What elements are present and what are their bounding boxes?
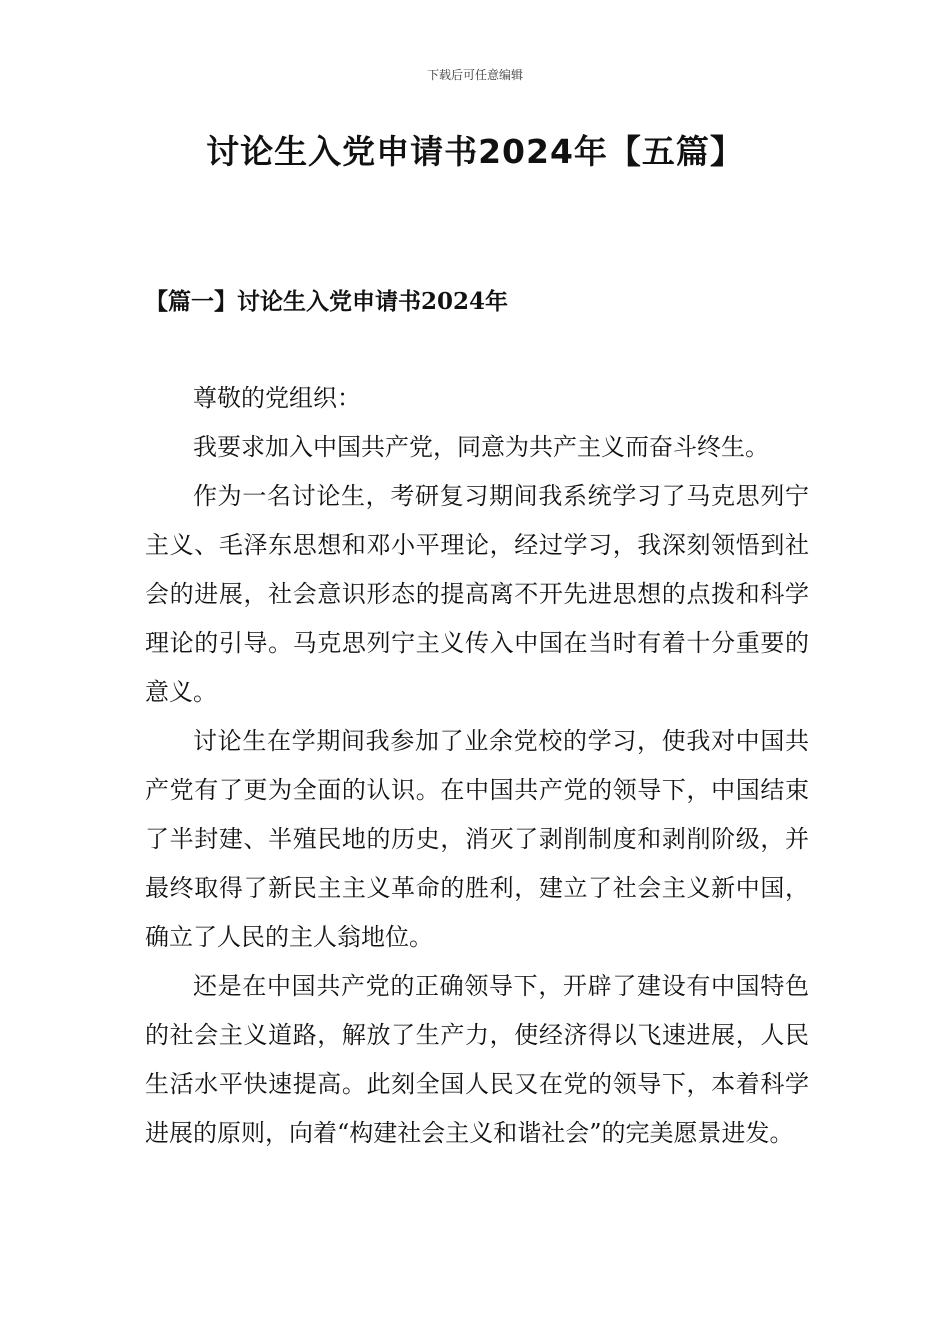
document-title: 讨论生入党申请书2024年【五篇】 <box>206 132 744 171</box>
paragraph: 还是在中国共产党的正确领导下，开辟了建设有中国特色的社会主义道路，解放了生产力，使经济得以飞速进展，人民生活水平快速提高。此刻全国人民又在党的领导下，本着科学进展的原则，向着“构建社会主义和谐社会”的完美愿景进发。 <box>145 972 809 1147</box>
paragraph: 讨论生在学期间我参加了业余党校的学习，使我对中国共产党有了更为全面的认识。在中国共产党的领导下，中国结束了半封建、半殖民地的历史，消灭了剥削制度和剥削阶级，并最终取得了新民主主义革命的胜利，建立了社会主义新中国，确立了人民的主人翁地位。 <box>145 727 809 951</box>
salutation: 尊敬的党组织： <box>193 384 361 412</box>
paragraph: 作为一名讨论生，考研复习期间我系统学习了马克思列宁主义、毛泽东思想和邓小平理论，经过学习，我深刻领悟到社会的进展，社会意识形态的提高离不开先进思想的点拨和科学理论的引导。马克思列宁主义传入中国在当时有着十分重要的意义。 <box>145 482 809 706</box>
section-title: 【篇一】讨论生入党申请书2024年 <box>145 288 509 315</box>
paragraph: 我要求加入中国共产党，同意为共产主义而奋斗终生。 <box>193 433 769 461</box>
header-note: 下载后可任意编辑 <box>426 68 523 82</box>
document-body <box>145 374 809 1158</box>
